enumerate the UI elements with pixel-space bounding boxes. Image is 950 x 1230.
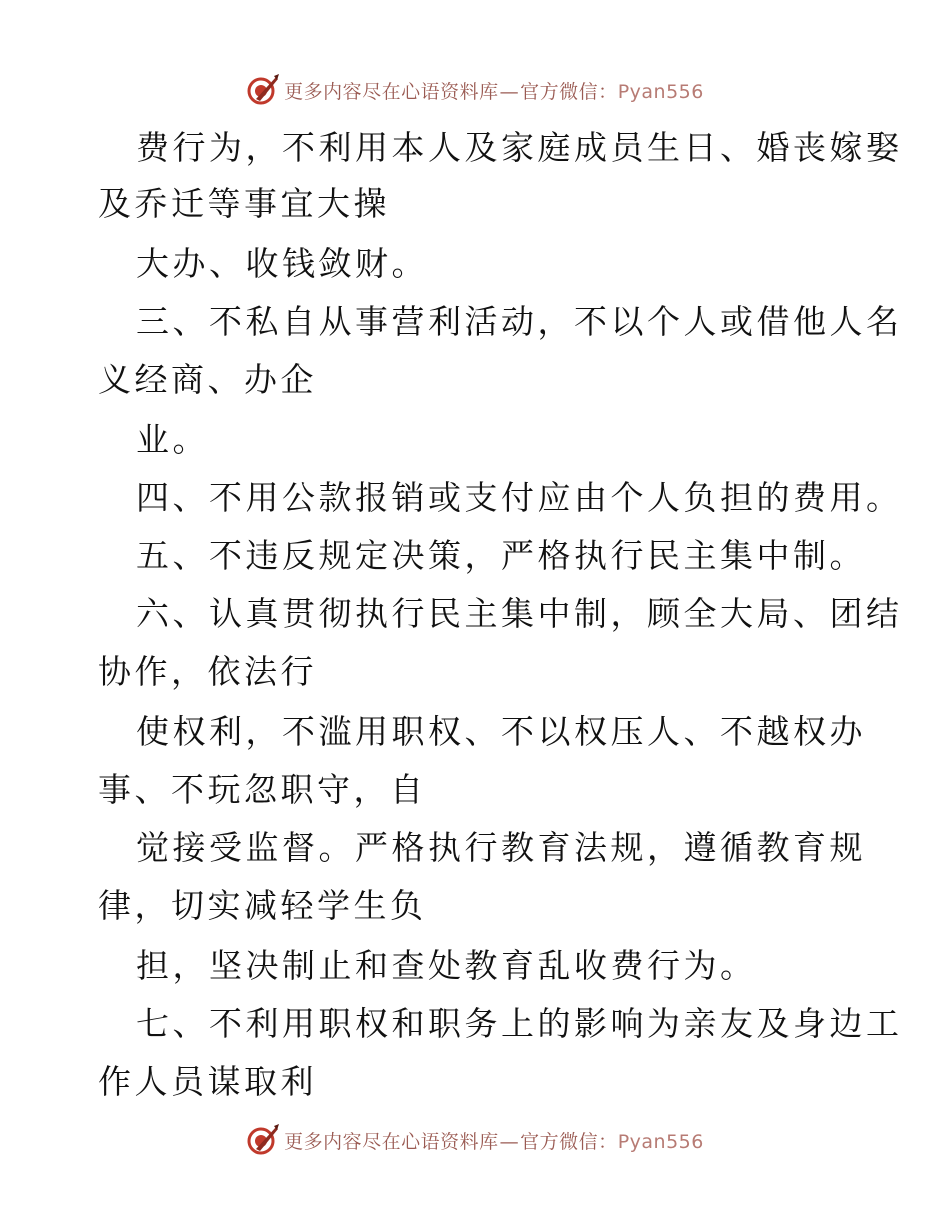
footer-wx-label: 官方微信： — [520, 1130, 618, 1153]
body-line: 及乔迁等事宜大操 — [98, 184, 390, 223]
header-wx-label: 官方微信： — [520, 80, 618, 103]
body-line: 三、不私自从事营利活动，不以个人或借他人名 — [136, 302, 903, 341]
header-wx-id: Pyan556 — [617, 80, 704, 103]
body-line: 使权利，不滥用职权、不以权压人、不越权办 — [136, 712, 866, 751]
body-line: 觉接受监督。严格执行教育法规，遵循教育规 — [136, 828, 866, 867]
body-line: 大办、收钱敛财。 — [136, 244, 428, 283]
body-line: 五、不违反规定决策，严格执行民主集中制。 — [136, 536, 866, 575]
body-line: 义经商、办企 — [98, 360, 317, 399]
body-line: 作人员谋取利 — [98, 1062, 317, 1101]
body-line: 律，切实减轻学生负 — [98, 886, 427, 925]
quill-pen-logo-icon — [246, 1123, 280, 1157]
body-line: 担，坚决制止和查处教育乱收费行为。 — [136, 946, 757, 985]
body-line: 七、不利用职权和职务上的影响为亲友及身边工 — [136, 1004, 903, 1043]
body-line: 四、不用公款报销或支付应由个人负担的费用。 — [136, 478, 903, 517]
body-line: 协作，依法行 — [98, 652, 317, 691]
body-line: 费行为，不利用本人及家庭成员生日、婚丧嫁娶 — [136, 128, 903, 167]
header-banner-text — [284, 77, 704, 104]
footer-banner — [0, 1120, 950, 1160]
body-line: 事、不玩忽职守，自 — [98, 770, 427, 809]
footer-wx-id: Pyan556 — [617, 1130, 704, 1153]
header-separator: — — [499, 80, 520, 103]
footer-site-name: 更多内容尽在心语资料库 — [284, 1130, 499, 1153]
header-banner — [0, 70, 950, 110]
body-line: 业。 — [136, 420, 209, 459]
body-line: 六、认真贯彻执行民主集中制，顾全大局、团结 — [136, 594, 903, 633]
quill-pen-logo-icon — [246, 73, 280, 107]
header-site-name: 更多内容尽在心语资料库 — [284, 80, 499, 103]
footer-separator: — — [499, 1130, 520, 1153]
footer-banner-text — [284, 1127, 704, 1154]
